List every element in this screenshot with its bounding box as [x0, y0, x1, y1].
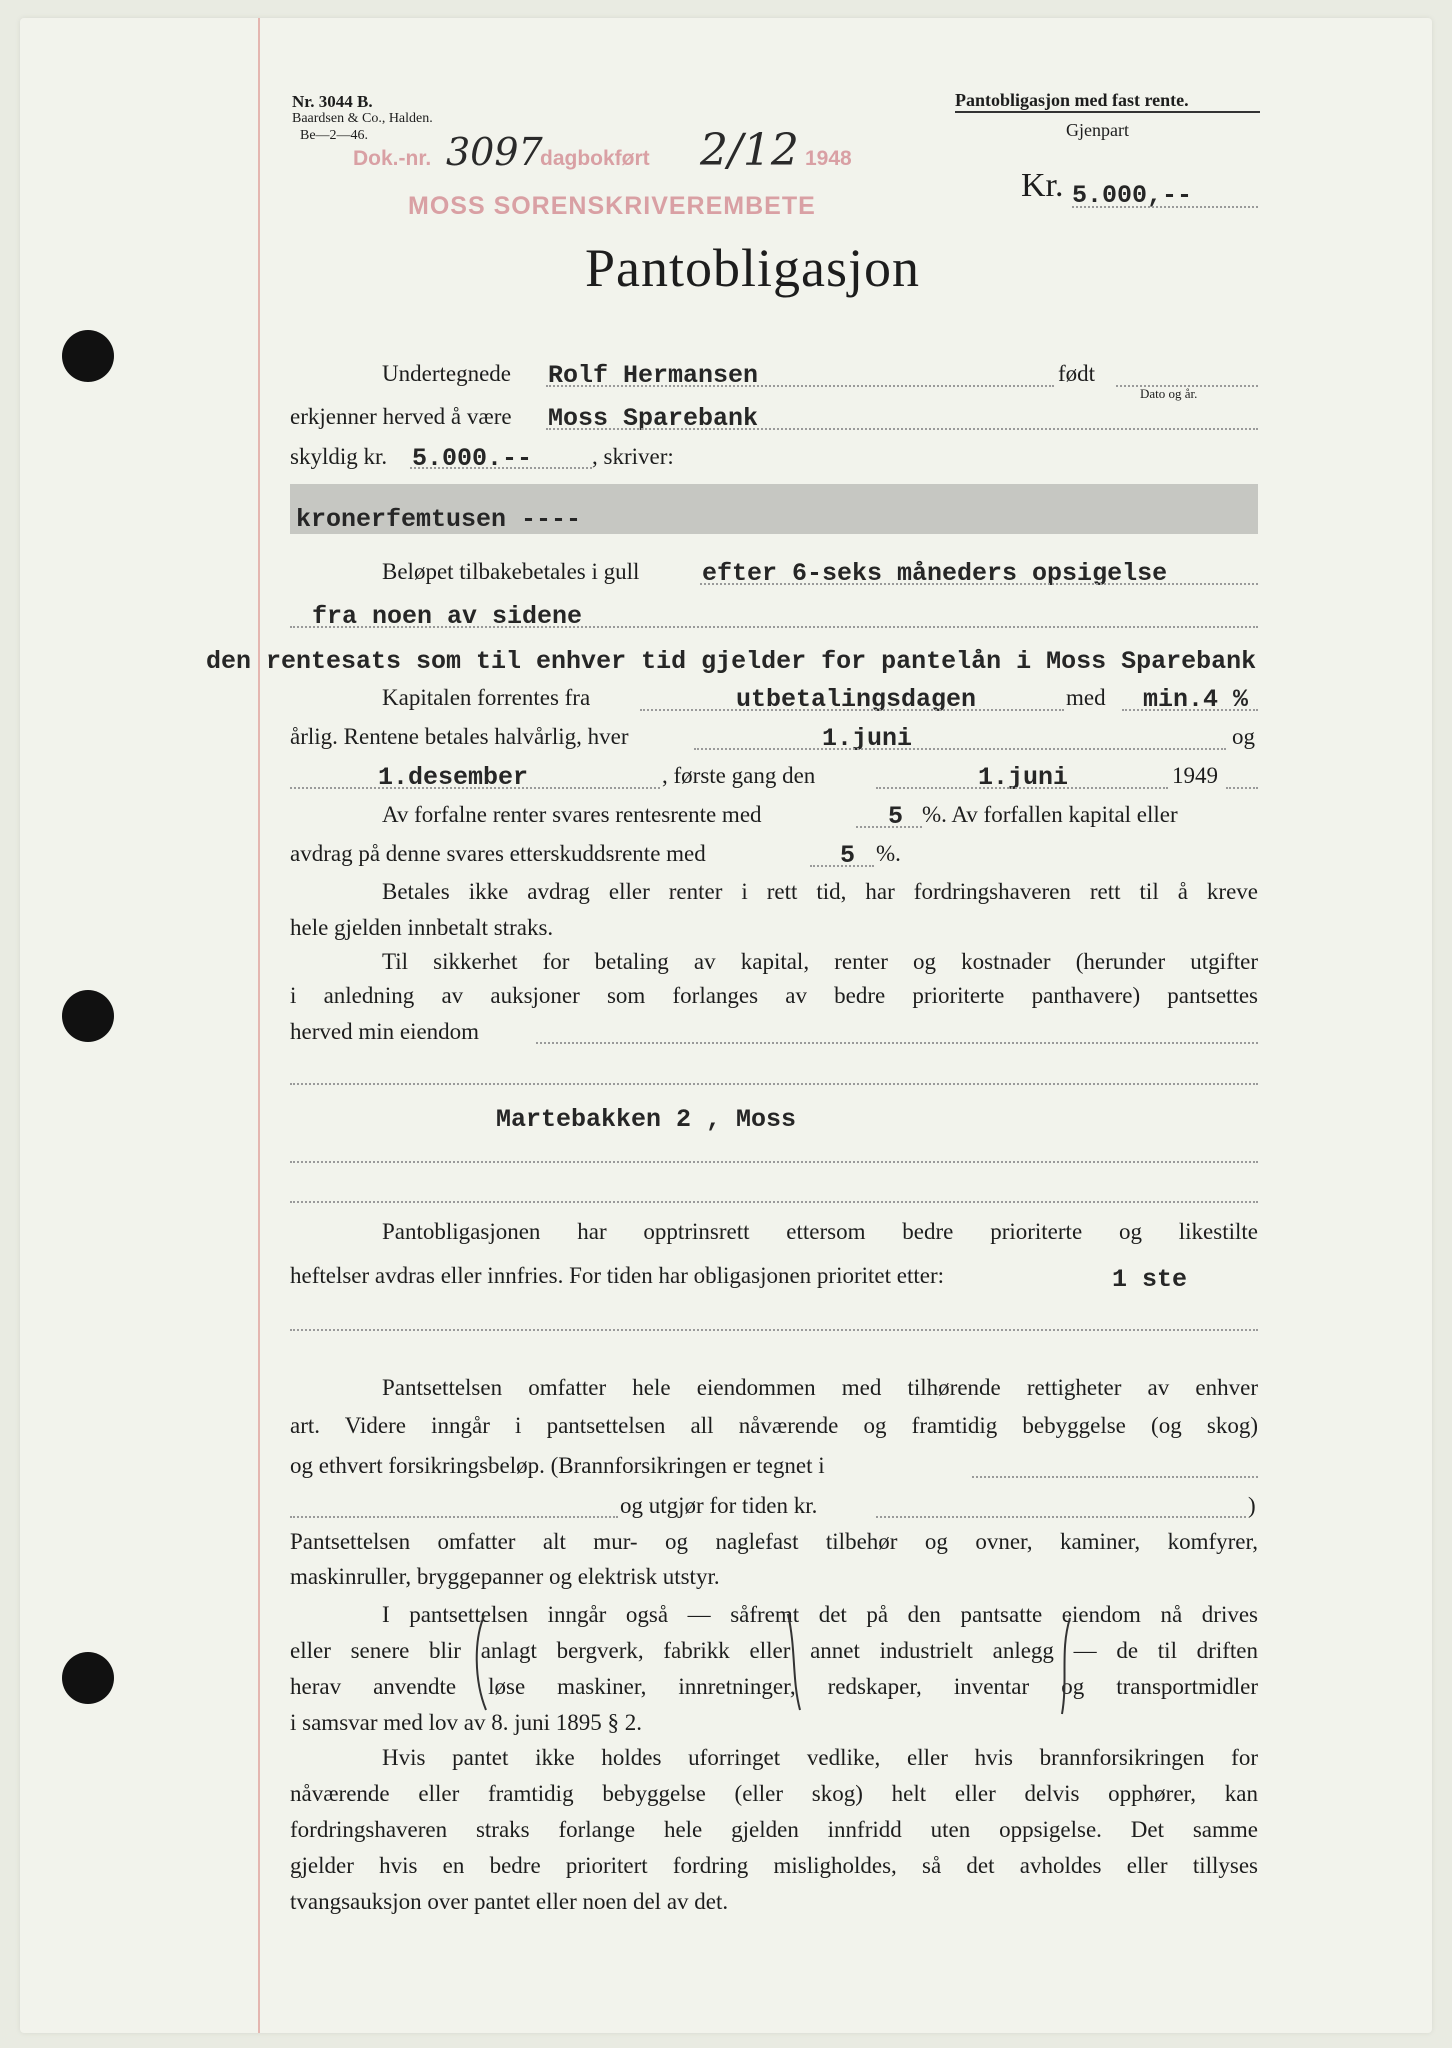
paragraph-security-line2: i anledning av auksjoner som forlanges av bedre prioriterte panthavere) pantsettes — [290, 983, 1258, 1008]
paragraph-industry-line1: I pantsettelsen inngår også — såfremt det på den pantsatte eiendom nå drives — [382, 1602, 1258, 1627]
default-interest-rate: 5 — [888, 802, 904, 831]
paragraph-industry-line4: i samsvar med lov av 8. juni 1895 § 2. — [290, 1710, 642, 1735]
copy-label: Gjenpart — [1066, 120, 1129, 140]
debt-amount: 5.000.-- — [412, 444, 533, 473]
print-code: Be—2—46. — [300, 128, 369, 143]
payment-date-1: 1.juni — [822, 724, 913, 753]
paragraph-security-line1: Til sikkerhet for betaling av kapital, renter og kostnader (herunder utgifter — [382, 949, 1258, 974]
paragraph-security-line3: herved min eiendom — [290, 1019, 480, 1044]
label-undersigned: Undertegnede — [382, 361, 511, 386]
label-owe: skyldig kr. — [290, 444, 388, 469]
stamp-dok-number: 3097 — [446, 130, 543, 174]
paragraph-industry-line2: eller senere blir anlagt bergverk, fabrikk eller annet industrielt anlegg — de til driften — [290, 1638, 1258, 1663]
min-rate: min.4 % — [1143, 685, 1249, 714]
stamp-date: 2/12 — [700, 125, 799, 176]
property-address: Martebakken 2 , Moss — [496, 1105, 797, 1134]
payment-date-2: 1.desember — [378, 763, 529, 792]
form-type-underline — [955, 111, 1260, 113]
repayment-terms-2: fra noen av sidene — [312, 602, 583, 631]
handwritten-marks — [470, 1610, 1290, 1720]
label-default-capital: %. Av forfallen kapital eller — [922, 802, 1178, 827]
printer-name: Baardsen & Co., Halden. — [292, 111, 433, 126]
paragraph-maint-line1: Hvis pantet ikke holdes uforringet vedlike, eller hvis brannforsikringen for — [382, 1745, 1258, 1770]
paragraph-maint-line2: nåværende eller framtidig bebyggelse (eller skog) helt eller delvis opphører, kan — [290, 1781, 1258, 1806]
paragraph-scope-line2: art. Videre inngår i pantsettelsen all nåværende og framtidig bebyggelse (og skog) — [290, 1413, 1258, 1438]
label-default-interest: Av forfalne renter svares rentesrente med — [382, 802, 762, 827]
born-note: Dato og år. — [1140, 386, 1198, 401]
label-arrears-interest: avdrag på denne svares etterskuddsrente med — [290, 841, 706, 866]
paragraph-industry-line3: herav anvendte løse maskiner, innretninger, redskaper, inventar og transportmidler — [290, 1674, 1258, 1699]
punch-hole — [62, 990, 114, 1042]
label-acknowledge: erkjenner herved å være — [290, 404, 512, 429]
paragraph-priority-line1: Pantobligasjonen har opptrinsrett ettersom bedre prioriterte og likestilte — [382, 1219, 1258, 1244]
paragraph-maint-line5: tvangsauksjon over pantet eller noen del av det. — [290, 1889, 729, 1914]
label-and: og — [1232, 724, 1255, 749]
punch-hole — [62, 330, 114, 382]
label-first-time: , første gang den — [662, 763, 816, 788]
stamp-office: MOSS SORENSKRIVEREMBETE — [408, 192, 816, 220]
label-repayment: Beløpet tilbakebetales i gull — [382, 559, 640, 584]
label-born: født — [1058, 361, 1096, 386]
label-yearly: årlig. Rentene betales halvårlig, hver — [290, 724, 629, 749]
priority-rank: 1 ste — [1112, 1265, 1188, 1294]
amount-prefix: Kr. — [1021, 167, 1064, 204]
paragraph-default-line2: hele gjelden innbetalt straks. — [290, 915, 554, 940]
punch-hole — [62, 1652, 114, 1704]
debtor-name: Rolf Hermansen — [548, 361, 759, 390]
paragraph-scope-line3: og ethvert forsikringsbeløp. (Brannforsikringen er tegnet i — [290, 1453, 825, 1478]
interest-rate-line: den rentesats som til enhver tid gjelder for pantelån i Moss Sparebank — [206, 647, 1257, 676]
page-title: Pantobligasjon — [585, 238, 920, 298]
amount-header-value: 5.000,-- — [1072, 181, 1193, 210]
document-page — [20, 18, 1432, 2033]
stamp-year: 1948 — [805, 147, 852, 170]
stamp-dagbokfort-label: dagbokført — [540, 147, 650, 170]
paragraph-scope-line1: Pantsettelsen omfatter hele eiendommen med tilhørende rettigheter av enhver — [382, 1375, 1258, 1400]
form-type: Pantobligasjon med fast rente. — [955, 90, 1189, 110]
label-with: med — [1066, 685, 1106, 710]
paragraph-fixtures-line1: Pantsettelsen omfatter alt mur- og naglefast tilbehør og ovner, kaminer, komfyrer, — [290, 1529, 1258, 1554]
first-payment-year: 1949 — [1172, 763, 1218, 788]
first-payment-date: 1.juni — [978, 763, 1069, 792]
paragraph-maint-line3: fordringshaveren straks forlange hele gjelden innfridd uten oppsigelse. Det samme — [290, 1817, 1258, 1842]
creditor-name: Moss Sparebank — [548, 404, 759, 433]
stamp-dok-label: Dok.-nr. — [353, 147, 432, 170]
label-writes: , skriver: — [592, 444, 674, 469]
label-capital: Kapitalen forrentes fra — [382, 685, 591, 710]
margin-line — [258, 18, 260, 2033]
label-percent: %. — [876, 841, 901, 866]
arrears-interest-rate: 5 — [840, 841, 856, 870]
paragraph-default-line1: Betales ikke avdrag eller renter i rett tid, har fordringshaveren rett til å kreve — [382, 879, 1258, 904]
paragraph-fixtures-line2: maskinruller, bryggepanner og elektrisk utstyr. — [290, 1564, 720, 1589]
amount-in-words: kronerfemtusen ---- — [296, 505, 582, 534]
repayment-terms-1: efter 6-seks måneders opsigelse — [702, 559, 1168, 588]
form-number: Nr. 3044 B. — [292, 92, 373, 111]
paragraph-scope-line4-end: ) — [1248, 1493, 1256, 1518]
paragraph-priority-line2: heftelser avdras eller innfries. For tiden har obligasjonen prioritet etter: — [290, 1263, 944, 1288]
paragraph-maint-line4: gjelder hvis en bedre prioritert fordring misligholdes, så det avholdes eller tillyses — [290, 1853, 1258, 1878]
paragraph-scope-line4: og utgjør for tiden kr. — [620, 1493, 818, 1518]
interest-from: utbetalingsdagen — [736, 685, 977, 714]
